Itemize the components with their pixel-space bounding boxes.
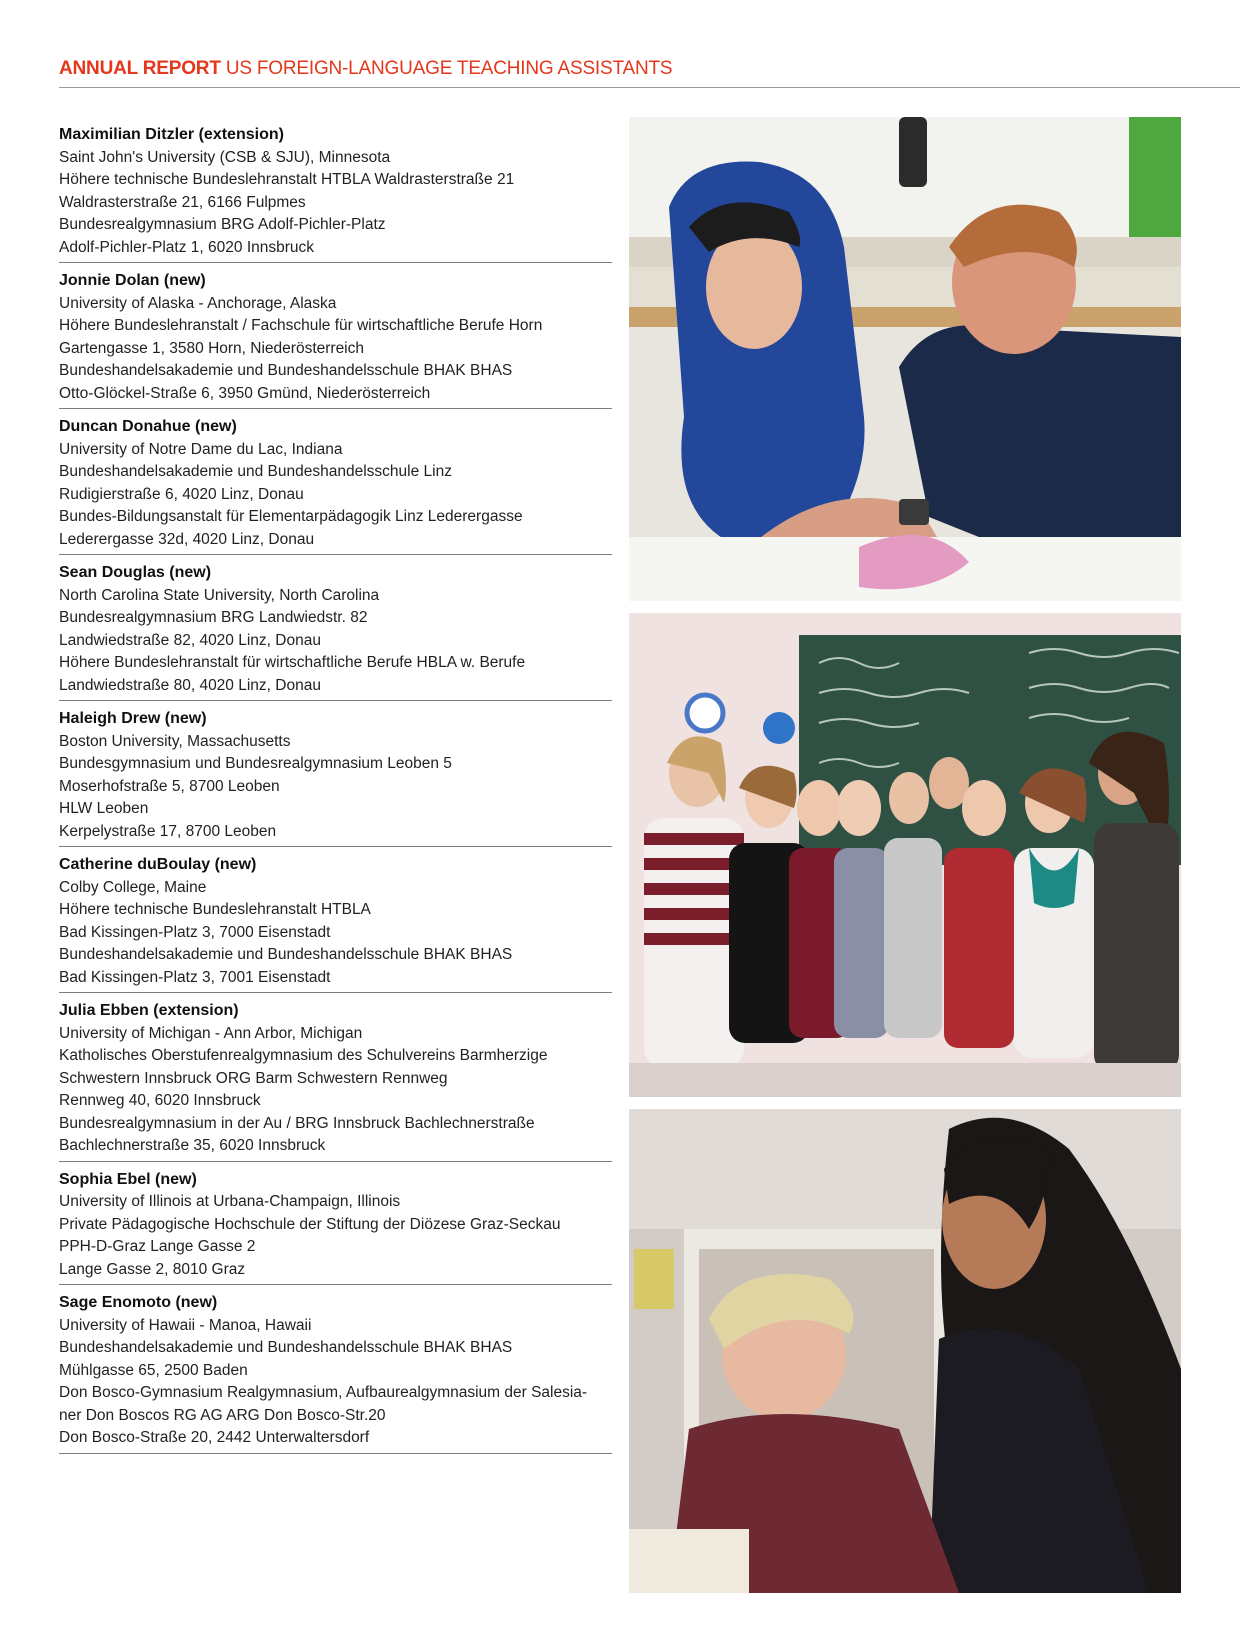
assistant-detail-line: Otto-Glöckel-Straße 6, 3950 Gmünd, Niederösterreich xyxy=(59,384,431,402)
assistant-detail-line: Mühlgasse 65, 2500 Baden xyxy=(59,1361,248,1379)
assistant-name: Maximilian Ditzler (extension) xyxy=(59,126,284,143)
assistant-detail-line: Bundesrealgymnasium BRG Landwiedstr. 82 xyxy=(59,609,368,626)
assistant-detail-line: Landwiedstraße 82, 4020 Linz, Donau xyxy=(59,631,321,649)
assistant-name: Julia Ebben (extension) xyxy=(59,1002,239,1019)
assistant-entry xyxy=(59,1000,612,1162)
assistant-name: Duncan Donahue (new) xyxy=(59,418,237,435)
assistant-detail-line: Kerpelystraße 17, 8700 Leoben xyxy=(59,822,277,840)
header-title-bold: ANNUAL REPORT xyxy=(59,58,221,79)
assistant-detail-line: Adolf-Pichler-Platz 1, 6020 Innsbruck xyxy=(59,238,315,256)
assistant-list xyxy=(59,124,612,1461)
assistant-entry xyxy=(59,270,612,409)
assistant-detail-line: PPH-D-Graz Lange Gasse 2 xyxy=(59,1238,256,1255)
assistant-detail-line: University of Illinois at Urbana-Champaign, Illinois xyxy=(59,1193,401,1210)
assistant-entry xyxy=(59,708,612,847)
assistant-entry xyxy=(59,1169,612,1286)
header-divider xyxy=(59,87,1240,88)
assistant-detail-line: Boston University, Massachusetts xyxy=(59,732,291,750)
assistant-entry xyxy=(59,416,612,555)
assistant-detail-line: Bachlechnerstraße 35, 6020 Innsbruck xyxy=(59,1137,326,1154)
page-header xyxy=(59,58,672,80)
assistant-detail-line: Bundeshandelsakademie und Bundeshandelsschule BHAK BHAS xyxy=(59,362,513,379)
assistant-detail-line: Moserhofstraße 5, 8700 Leoben xyxy=(59,777,280,795)
assistant-detail-line: Bundesrealgymnasium BRG Adolf-Pichler-Platz xyxy=(59,216,386,233)
assistant-detail-line: Lederergasse 32d, 4020 Linz, Donau xyxy=(59,530,315,548)
assistant-detail-line: Katholisches Oberstufenrealgymnasium des Schulvereins Barmherzige xyxy=(59,1047,548,1064)
assistant-detail-line: Rennweg 40, 6020 Innsbruck xyxy=(59,1092,261,1109)
assistant-detail-line: Waldrasterstraße 21, 6166 Fulpmes xyxy=(59,193,306,211)
assistant-detail-line: Bundesrealgymnasium in der Au / BRG Innsbruck Bachlechnerstraße xyxy=(59,1114,535,1132)
assistant-name: Jonnie Dolan (new) xyxy=(59,272,206,289)
assistant-detail-line: Rudigierstraße 6, 4020 Linz, Donau xyxy=(59,485,304,503)
assistant-entry xyxy=(59,1292,612,1454)
assistant-detail-line: Bundesgymnasium und Bundesrealgymnasium Leoben 5 xyxy=(59,755,452,772)
assistant-detail-line: University of Michigan - Ann Arbor, Michigan xyxy=(59,1024,363,1042)
assistant-name: Sophia Ebel (new) xyxy=(59,1170,197,1188)
assistant-detail-line: Bundes-Bildungsanstalt für Elementarpädagogik Linz Lederergasse xyxy=(59,508,523,525)
assistant-detail-line: Lange Gasse 2, 8010 Graz xyxy=(59,1260,246,1278)
assistant-detail-line: Don Bosco-Gymnasium Realgymnasium, Aufbaurealgymnasium der Salesia- xyxy=(59,1384,588,1401)
assistant-detail-line: Bundeshandelsakademie und Bundeshandelsschule BHAK BHAS xyxy=(59,1339,513,1356)
assistant-detail-line: Bad Kissingen-Platz 3, 7000 Eisenstadt xyxy=(59,923,331,941)
assistant-detail-line: Bad Kissingen-Platz 3, 7001 Eisenstadt xyxy=(59,968,331,986)
assistant-detail-line: ner Don Boscos RG AG ARG Don Bosco-Str.20 xyxy=(59,1406,386,1424)
assistant-detail-line: University of Alaska - Anchorage, Alaska xyxy=(59,294,337,312)
assistant-detail-line: North Carolina State University, North Carolina xyxy=(59,586,380,604)
assistant-detail-line: University of Hawaii - Manoa, Hawaii xyxy=(59,1316,312,1334)
assistant-detail-line: Saint John's University (CSB & SJU), Minnesota xyxy=(59,148,391,166)
assistant-detail-line: Don Bosco-Straße 20, 2442 Unterwaltersdorf xyxy=(59,1429,370,1446)
assistant-detail-line: Höhere technische Bundeslehranstalt HTBLA Waldrasterstraße 21 xyxy=(59,171,515,188)
assistant-name: Sage Enomoto (new) xyxy=(59,1294,218,1311)
photo-tutoring-desk xyxy=(629,117,1181,601)
photo-teacher-helping xyxy=(629,1109,1181,1593)
assistant-detail-line: University of Notre Dame du Lac, Indiana xyxy=(59,440,343,458)
assistant-detail-line: Höhere Bundeslehranstalt für wirtschaftliche Berufe HBLA w. Berufe xyxy=(59,654,526,671)
assistant-detail-line: Landwiedstraße 80, 4020 Linz, Donau xyxy=(59,676,321,694)
assistant-name: Sean Douglas (new) xyxy=(59,564,212,581)
assistant-detail-line: Bundeshandelsakademie und Bundeshandelsschule Linz xyxy=(59,463,452,480)
assistant-detail-line: Schwestern Innsbruck ORG Barm Schwestern Rennweg xyxy=(59,1069,448,1087)
assistant-detail-line: Bundeshandelsakademie und Bundeshandelsschule BHAK BHAS xyxy=(59,946,513,963)
assistant-name: Haleigh Drew (new) xyxy=(59,710,207,727)
assistant-detail-line: Colby College, Maine xyxy=(59,878,207,896)
assistant-name: Catherine duBoulay (new) xyxy=(59,856,257,873)
photo-tutoring-desk-image xyxy=(629,117,1181,601)
assistant-detail-line: HLW Leoben xyxy=(59,800,149,817)
assistant-detail-line: Höhere Bundeslehranstalt / Fachschule für wirtschaftliche Berufe Horn xyxy=(59,317,543,334)
assistant-detail-line: Höhere technische Bundeslehranstalt HTBLA xyxy=(59,901,371,918)
assistant-entry xyxy=(59,562,612,701)
header-title-rest: US FOREIGN-LANGUAGE TEACHING ASSISTANTS xyxy=(225,58,673,79)
photo-class-group-image xyxy=(629,613,1181,1097)
photo-class-group xyxy=(629,613,1181,1097)
assistant-entry xyxy=(59,124,612,263)
assistant-detail-line: Gartengasse 1, 3580 Horn, Niederösterreich xyxy=(59,339,364,357)
photo-teacher-helping-image xyxy=(629,1109,1181,1593)
assistant-detail-line: Private Pädagogische Hochschule der Stiftung der Diözese Graz-Seckau xyxy=(59,1215,561,1233)
assistant-entry xyxy=(59,854,612,993)
